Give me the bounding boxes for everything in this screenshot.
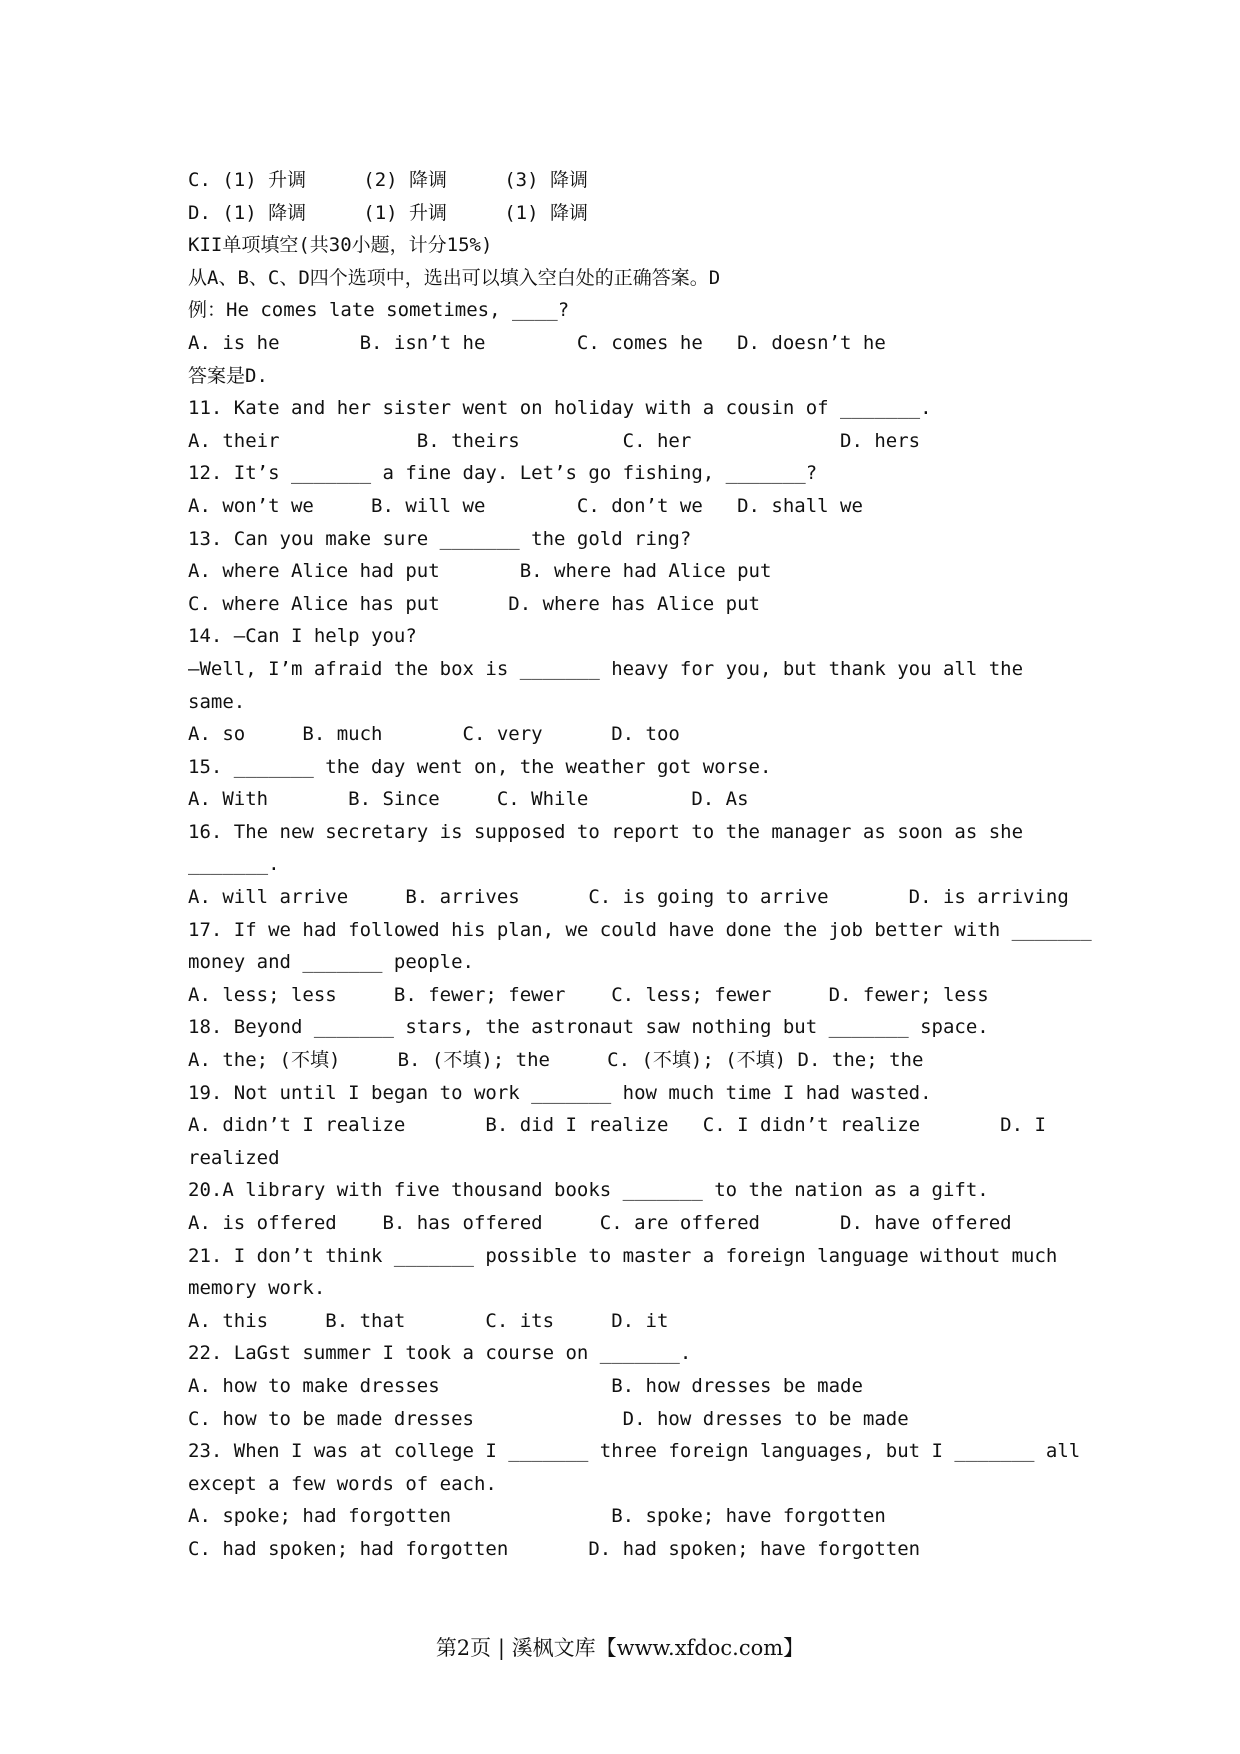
options-22: C. how to be made dresses D. how dresses to be made xyxy=(188,1407,909,1430)
page-footer: 第2页 | 溪枫文库【www.xfdoc.com】 xyxy=(435,1636,805,1660)
example-question: 例：He comes late sometimes, ____? xyxy=(188,299,570,322)
options-23: C. had spoken; had forgotten D. had spoken; have forgotten xyxy=(188,1537,921,1560)
options-14: A. so B. much C. very D. too xyxy=(188,723,680,746)
options-11: A. their B. theirs C. her D. hers xyxy=(188,429,921,452)
question-21: 21. I don’t think _______ possible to master a foreign language without much xyxy=(188,1244,1058,1267)
question-17: money and _______ people. xyxy=(188,951,474,974)
question-19: 19. Not until I began to work _______ how much time I had wasted. xyxy=(188,1081,932,1104)
question-23: except a few words of each. xyxy=(188,1472,497,1495)
options-22: A. how to make dresses B. how dresses be made xyxy=(188,1374,863,1397)
instructions: 从A、B、C、D四个选项中，选出可以填入空白处的正确答案。D xyxy=(188,266,721,289)
options-21: A. this B. that C. its D. it xyxy=(188,1309,669,1332)
question-17: 17. If we had followed his plan, we could have done the job better with _______ xyxy=(188,918,1092,941)
question-11: 11. Kate and her sister went on holiday with a cousin of _______. xyxy=(188,397,932,420)
question-14: —Well, I’m afraid the box is _______ heavy for you, but thank you all the xyxy=(188,657,1024,680)
options-12: A. won’t we B. will we C. don’t we D. shall we xyxy=(188,494,863,517)
options-19: A. didn’t I realize B. did I realize C. I didn’t realize D. I xyxy=(188,1114,1046,1137)
options-13: C. where Alice has put D. where has Alice put xyxy=(188,592,760,615)
text-line: D. (1) 降调 (1) 升调 (1) 降调 xyxy=(188,201,588,224)
question-20: 20.A library with five thousand books _______ to the nation as a gift. xyxy=(188,1179,989,1202)
options-20: A. is offered B. has offered C. are offered D. have offered xyxy=(188,1212,1012,1234)
options-19: realized xyxy=(188,1146,280,1169)
section-heading: KII单项填空(共30小题，计分15%) xyxy=(188,234,493,257)
example-answer: 答案是D. xyxy=(188,364,268,387)
options-18: A. the; (不填) B. (不填); the C. (不填); (不填) D. the; the xyxy=(188,1049,924,1072)
question-16: 16. The new secretary is supposed to report to the manager as soon as she xyxy=(188,820,1024,843)
question-23: 23. When I was at college I _______ three foreign languages, but I _______ all xyxy=(188,1440,1081,1463)
question-13: 13. Can you make sure _______ the gold ring? xyxy=(188,527,692,550)
question-16: _______. xyxy=(188,853,280,876)
question-15: 15. _______ the day went on, the weather got worse. xyxy=(188,755,772,778)
options-23: A. spoke; had forgotten B. spoke; have forgotten xyxy=(188,1505,886,1528)
question-21: memory work. xyxy=(188,1277,326,1300)
options-13: A. where Alice had put B. where had Alice put xyxy=(188,560,772,583)
options-15: A. With B. Since C. While D. As xyxy=(188,788,749,811)
options-16: A. will arrive B. arrives C. is going to arrive D. is arriving xyxy=(188,886,1069,909)
question-18: 18. Beyond _______ stars, the astronaut saw nothing but _______ space. xyxy=(188,1016,989,1039)
question-14: 14. —Can I help you? xyxy=(188,625,417,648)
example-options: A. is he B. isn’t he C. comes he D. doesn’t he xyxy=(188,331,886,354)
text-line: C. (1) 升调 (2) 降调 (3) 降调 xyxy=(188,169,588,191)
question-14: same. xyxy=(188,690,246,713)
options-17: A. less; less B. fewer; fewer C. less; fewer D. fewer; less xyxy=(188,983,989,1006)
question-22: 22. LaGst summer I took a course on _______. xyxy=(188,1342,692,1365)
question-12: 12. It’s _______ a fine day. Let’s go fishing, _______? xyxy=(188,462,818,485)
document-body xyxy=(188,164,1092,1566)
